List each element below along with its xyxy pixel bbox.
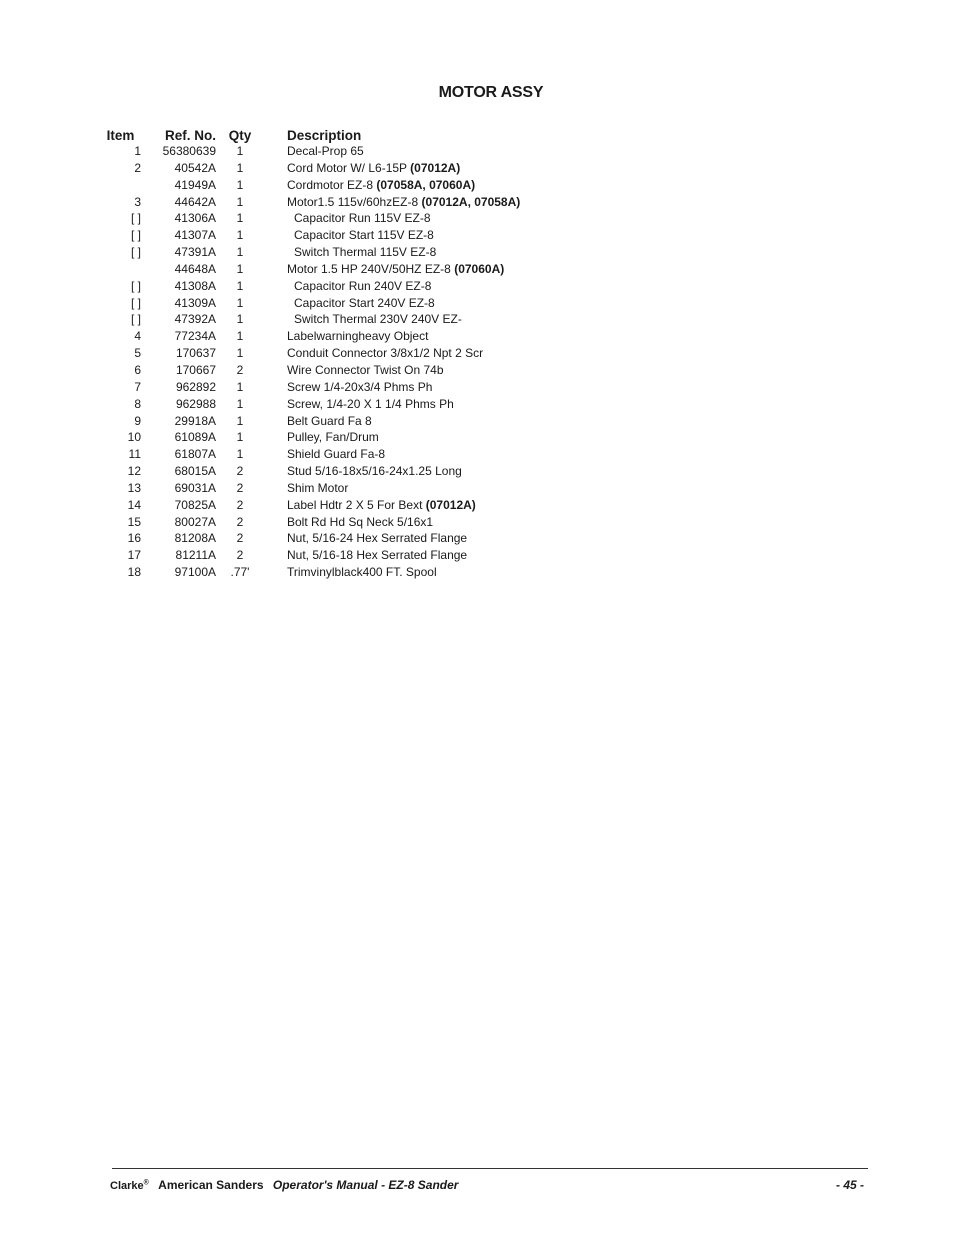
parts-table <box>100 125 520 581</box>
item-cell: 11 <box>128 447 141 462</box>
ref-no-cell: 77234A <box>174 329 216 344</box>
item-cell: 14 <box>127 497 141 512</box>
description-text: Decal-Prop 65 <box>287 144 364 158</box>
description-cell <box>264 429 520 446</box>
column-header-qty: Qty <box>228 128 252 143</box>
item-cell <box>100 177 141 194</box>
table-row <box>100 514 520 531</box>
qty-cell: 2 <box>236 514 244 529</box>
ref-no-cell: 61089A <box>174 430 216 445</box>
item-cell: 9 <box>134 413 141 428</box>
description-text: Stud 5/16-18x5/16-24x1.25 Long <box>287 464 462 479</box>
footer-company: American Sanders <box>158 1178 264 1192</box>
table-row <box>100 143 520 160</box>
description-cell <box>264 480 520 497</box>
description-text: Labelwarningheavy Object <box>287 329 429 344</box>
table-row <box>100 564 520 581</box>
description-text: Trimvinylblack400 FT. Spool <box>287 565 437 580</box>
footer-brand: Clarke® <box>110 1179 149 1192</box>
qty-cell: 1 <box>236 447 244 462</box>
description-cell <box>264 160 520 177</box>
table-row <box>100 278 520 295</box>
table-row <box>100 446 520 463</box>
item-cell: 7 <box>134 379 141 394</box>
description-cell <box>264 564 520 581</box>
qty-cell: 1 <box>236 228 244 243</box>
item-cell: 6 <box>134 362 141 377</box>
qty-cell: 1 <box>236 413 244 428</box>
ref-no-cell: 41308A <box>174 278 216 293</box>
qty-cell: 1 <box>236 278 244 293</box>
registered-mark: ® <box>143 1179 149 1187</box>
description-text: Capacitor Run 115V EZ-8 <box>294 211 431 226</box>
item-cell: 13 <box>127 480 141 495</box>
qty-cell: .77' <box>230 565 250 580</box>
model-note: (07012A, 07058A) <box>421 194 521 209</box>
qty-cell: 1 <box>236 245 244 260</box>
description-text: Capacitor Start 240V EZ-8 <box>294 295 435 310</box>
description-text: Wire Connector Twist On 74b <box>287 362 444 377</box>
table-row <box>100 547 520 564</box>
description-text: Shield Guard Fa-8 <box>287 447 386 462</box>
ref-no-cell: 70825A <box>174 497 216 512</box>
table-row <box>100 413 520 430</box>
qty-cell: 1 <box>236 312 244 327</box>
ref-no-cell: 170637 <box>175 346 216 361</box>
description-text: Shim Motor <box>287 480 349 495</box>
table-header-row <box>100 125 520 143</box>
table-row <box>100 345 520 362</box>
item-cell: [ ] <box>130 312 141 327</box>
description-cell <box>264 177 520 194</box>
item-cell: 3 <box>134 194 141 209</box>
model-note: (07012A) <box>425 497 476 512</box>
table-row <box>100 295 520 312</box>
ref-no-cell: 41307A <box>174 228 216 243</box>
column-header-description: Description <box>287 128 362 143</box>
item-cell: [ ] <box>130 211 141 226</box>
ref-no-cell: 97100A <box>174 565 216 580</box>
item-cell: [ ] <box>130 245 141 260</box>
qty-cell: 2 <box>236 497 244 512</box>
table-row <box>100 362 520 379</box>
item-cell: [ ] <box>130 278 141 293</box>
item-cell: 17 <box>127 548 141 563</box>
description-cell <box>264 227 520 244</box>
description-text: Cordmotor EZ-8 <box>287 177 374 192</box>
description-text: Nut, 5/16-24 Hex Serrated Flange <box>287 531 468 546</box>
qty-cell: 2 <box>236 548 244 563</box>
description-text: Cord Motor W/ L6-15P <box>287 160 407 175</box>
table-row <box>100 379 520 396</box>
ref-no-cell: 56380639 <box>162 144 216 158</box>
table-row <box>100 160 520 177</box>
description-cell <box>264 143 520 160</box>
table-row <box>100 530 520 547</box>
item-cell: [ ] <box>130 295 141 310</box>
footer-divider <box>112 1168 868 1169</box>
page-title: MOTOR ASSY <box>438 84 544 101</box>
description-cell <box>264 396 520 413</box>
description-text: Bolt Rd Hd Sq Neck 5/16x1 <box>287 514 434 529</box>
item-cell: 16 <box>127 531 141 546</box>
page-footer <box>110 1178 864 1192</box>
description-cell <box>264 362 520 379</box>
qty-cell: 1 <box>236 211 244 226</box>
table-row <box>100 497 520 514</box>
item-cell: 12 <box>127 464 141 479</box>
qty-cell: 2 <box>236 464 244 479</box>
ref-no-cell: 41309A <box>174 295 216 310</box>
item-cell: 1 <box>134 144 141 158</box>
page-number: - 45 - <box>835 1178 864 1192</box>
description-cell <box>264 311 520 328</box>
qty-cell: 1 <box>236 379 244 394</box>
ref-no-cell: 170667 <box>175 362 216 377</box>
ref-no-cell: 44642A <box>174 194 216 209</box>
item-cell: 18 <box>127 565 141 580</box>
ref-no-cell: 81211A <box>175 548 216 563</box>
description-cell <box>264 328 520 345</box>
table-row <box>100 261 520 278</box>
description-cell <box>264 530 520 547</box>
table-row <box>100 429 520 446</box>
description-cell <box>264 244 520 261</box>
qty-cell: 1 <box>236 144 244 158</box>
item-cell: 15 <box>127 514 141 529</box>
item-cell: 5 <box>134 346 141 361</box>
description-text: Capacitor Run 240V EZ-8 <box>294 278 432 293</box>
item-cell: 10 <box>127 430 141 445</box>
description-text: Conduit Connector 3/8x1/2 Npt 2 Scr <box>287 346 484 361</box>
ref-no-cell: 41949A <box>174 177 216 192</box>
ref-no-cell: 962892 <box>175 379 216 394</box>
item-cell: 4 <box>134 329 141 344</box>
ref-no-cell: 61807A <box>174 447 216 462</box>
table-row <box>100 311 520 328</box>
ref-no-cell: 47392A <box>174 312 216 327</box>
description-cell <box>264 413 520 430</box>
description-cell <box>264 514 520 531</box>
description-cell <box>264 379 520 396</box>
description-cell <box>264 547 520 564</box>
description-text: Motor 1.5 HP 240V/50HZ EZ-8 <box>287 261 451 276</box>
description-text: Motor1.5 115v/60hzEZ-8 <box>287 194 419 209</box>
description-text: Switch Thermal 230V 240V EZ- <box>294 312 462 327</box>
qty-cell: 2 <box>236 531 244 546</box>
item-cell: 2 <box>134 160 141 175</box>
qty-cell: 1 <box>236 346 244 361</box>
description-cell <box>264 295 520 312</box>
description-text: Screw 1/4-20x3/4 Phms Ph <box>287 379 433 394</box>
parts-list <box>100 143 520 581</box>
description-cell <box>264 446 520 463</box>
qty-cell: 1 <box>236 177 244 192</box>
description-text: Pulley, Fan/Drum <box>287 430 379 445</box>
footer-manual-title: Operator's Manual - EZ-8 Sander <box>272 1178 459 1192</box>
qty-cell: 1 <box>236 329 244 344</box>
model-note: (07060A) <box>454 261 505 276</box>
description-text: Screw, 1/4-20 X 1 1/4 Phms Ph <box>287 396 454 411</box>
model-note: (07012A) <box>410 160 461 175</box>
qty-cell: 1 <box>236 261 244 276</box>
description-cell <box>264 278 520 295</box>
item-cell: 8 <box>134 396 141 411</box>
table-row <box>100 227 520 244</box>
description-text: Label Hdtr 2 X 5 For Bext <box>287 497 423 512</box>
description-text: Belt Guard Fa 8 <box>287 413 372 428</box>
column-header-ref-no: Ref. No. <box>164 128 216 143</box>
description-text: Nut, 5/16-18 Hex Serrated Flange <box>287 548 468 563</box>
description-text: Capacitor Start 115V EZ-8 <box>294 228 434 243</box>
ref-no-cell: 47391A <box>174 245 216 260</box>
qty-cell: 1 <box>236 430 244 445</box>
description-text: Switch Thermal 115V EZ-8 <box>294 245 437 260</box>
table-row <box>100 480 520 497</box>
qty-cell: 2 <box>236 362 244 377</box>
table-row <box>100 210 520 227</box>
table-row <box>100 177 520 194</box>
item-cell: [ ] <box>130 228 141 243</box>
description-cell <box>264 210 520 227</box>
ref-no-cell: 962988 <box>175 396 216 411</box>
table-row <box>100 328 520 345</box>
table-row <box>100 244 520 261</box>
ref-no-cell: 81208A <box>174 531 216 546</box>
description-cell <box>264 194 520 211</box>
ref-no-cell: 69031A <box>174 480 216 495</box>
description-cell <box>264 497 520 514</box>
column-header-item: Item <box>106 128 135 143</box>
ref-no-cell: 41306A <box>174 211 216 226</box>
ref-no-cell: 68015A <box>174 464 216 479</box>
item-cell <box>100 261 141 278</box>
table-row <box>100 463 520 480</box>
qty-cell: 1 <box>236 295 244 310</box>
model-note: (07058A, 07060A) <box>376 177 476 192</box>
ref-no-cell: 44648A <box>174 261 216 276</box>
qty-cell: 1 <box>236 194 244 209</box>
description-cell <box>264 345 520 362</box>
table-row <box>100 194 520 211</box>
ref-no-cell: 40542A <box>174 160 216 175</box>
qty-cell: 2 <box>236 480 244 495</box>
description-cell <box>264 261 520 278</box>
qty-cell: 1 <box>236 396 244 411</box>
table-row <box>100 396 520 413</box>
ref-no-cell: 80027A <box>174 514 216 529</box>
description-cell <box>264 463 520 480</box>
qty-cell: 1 <box>236 160 244 175</box>
ref-no-cell: 29918A <box>174 413 216 428</box>
